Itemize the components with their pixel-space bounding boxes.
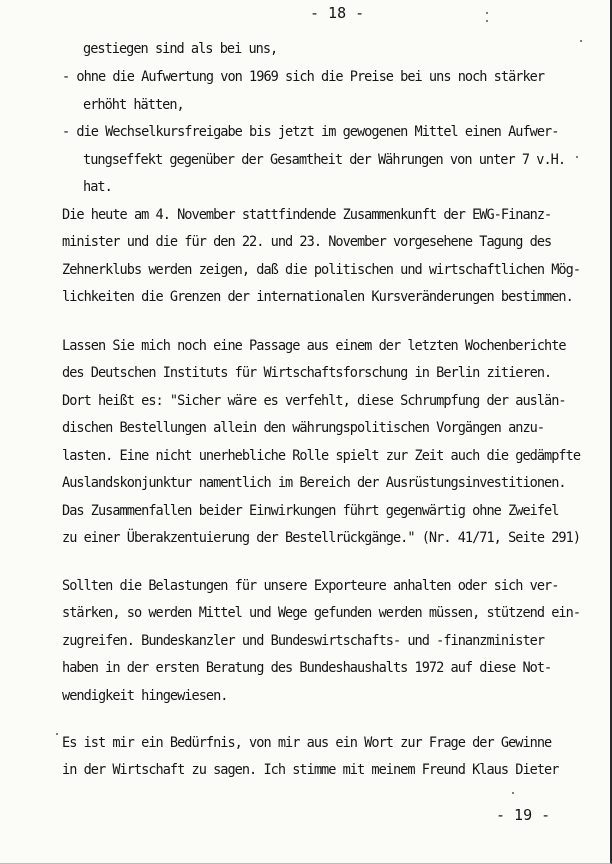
text-line: stärken, so werden Mittel und Wege gefunden werden müssen, stützend ein- [62, 604, 581, 621]
text-line: Zehnerklubs werden zeigen, daß die politischen und wirtschaftlichen Mög- [62, 261, 581, 278]
text-line: Dort heißt es: "Sicher wäre es verfehlt, diese Schrumpfung der auslän- [62, 392, 566, 409]
text-line: Lassen Sie mich noch eine Passage aus einem der letzten Wochenberichte [62, 337, 566, 354]
text-line: des Deutschen Instituts für Wirtschaftsforschung in Berlin zitieren. [62, 364, 552, 381]
text-line: zu einer Überakzentuierung der Bestellrückgänge." (Nr. 41/71, Seite 291) [62, 529, 581, 546]
text-line: Sollten die Belastungen für unsere Exporteure anhalten oder sich ver- [62, 577, 559, 594]
text-line: tungseffekt gegenüber der Gesamtheit der Währungen von unter 7 v.H. [83, 151, 566, 168]
text-line: minister und die für den 22. und 23. November vorgesehene Tagung des [62, 233, 552, 250]
text-line: lichkeiten die Grenzen der internationalen Kursveränderungen bestimmen. [62, 288, 573, 305]
text-line: Auslandskonjunktur namentlich im Bereich der Ausrüstungsinvestitionen. [62, 474, 566, 491]
text-line: - ohne die Aufwertung von 1969 sich die Preise bei uns noch stärker [62, 68, 545, 85]
text-line: hat. [83, 178, 112, 195]
scan-speck [486, 20, 488, 22]
text-line: Die heute am 4. November stattfindende Zusammenkunft der EWG-Finanz- [62, 206, 552, 223]
text-line: zugreifen. Bundeskanzler und Bundeswirtschafts- und -finanzminister [62, 632, 545, 649]
scan-speck [486, 12, 488, 14]
text-line: Das Zusammenfallen beider Einwirkungen führt gegenwärtig ohne Zweifel [62, 502, 559, 519]
text-line: - die Wechselkursfreigabe bis jetzt im gewogenen Mittel einen Aufwer- [62, 123, 559, 140]
page-number: - 18 - [310, 4, 365, 22]
text-line: lasten. Eine nicht unerhebliche Rolle spielt zur Zeit auch die gedämpfte [62, 447, 581, 464]
text-line: gestiegen sind als bei uns, [83, 40, 278, 57]
scan-speck [580, 40, 582, 42]
scan-speck [56, 733, 58, 735]
text-line: haben in der ersten Beratung des Bundeshaushalts 1972 auf diese Not- [62, 659, 552, 676]
scan-speck [512, 792, 514, 794]
next-page-number: - 19 - [496, 806, 551, 824]
text-line: in der Wirtschaft zu sagen. Ich stimme mit meinem Freund Klaus Dieter [62, 761, 559, 778]
text-line: erhöht hätten, [83, 96, 184, 113]
scan-speck [576, 156, 578, 158]
text-line: wendigkeit hingewiesen. [62, 687, 228, 704]
text-line: Es ist mir ein Bedürfnis, von mir aus ein Wort zur Frage der Gewinne [62, 734, 552, 751]
text-line: dischen Bestellungen allein den währungspolitischen Vorgängen anzu- [62, 419, 545, 436]
